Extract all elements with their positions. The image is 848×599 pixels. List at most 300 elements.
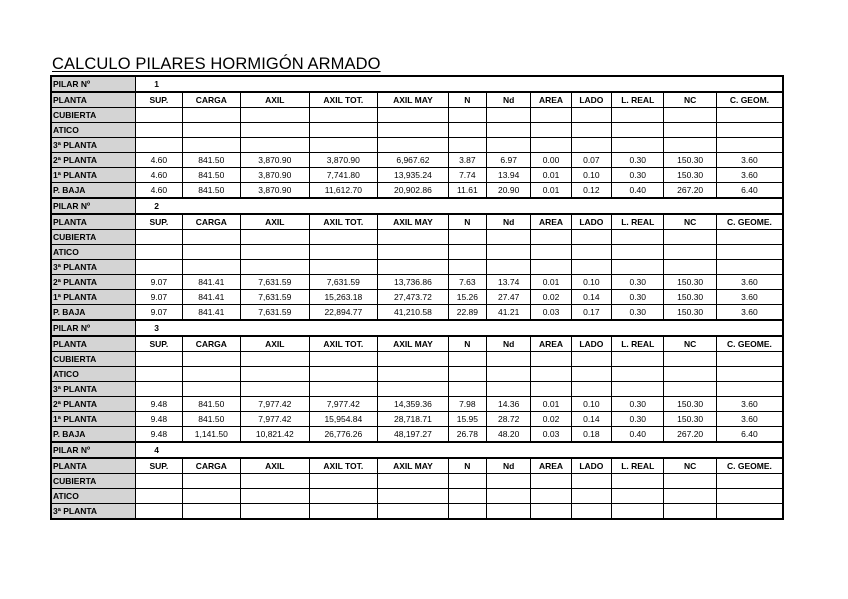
table-cell[interactable]: 0.30 <box>612 275 664 290</box>
table-cell[interactable] <box>664 260 716 275</box>
pilar-number: 1 <box>136 76 182 92</box>
table-cell[interactable] <box>531 260 571 275</box>
table-cell[interactable]: 13.74 <box>487 275 531 290</box>
table-cell[interactable]: 15.26 <box>448 290 486 305</box>
table-cell[interactable]: 3,870.90 <box>241 153 310 168</box>
table-cell[interactable] <box>309 474 378 489</box>
table-cell[interactable] <box>378 138 449 153</box>
table-cell[interactable]: 7.63 <box>448 275 486 290</box>
table-cell[interactable] <box>571 382 611 397</box>
pilar-label: PILAR Nº <box>51 442 136 458</box>
table-cell[interactable] <box>378 230 449 245</box>
table-cell[interactable] <box>571 123 611 138</box>
table-cell[interactable]: 22,894.77 <box>309 305 378 321</box>
table-cell[interactable] <box>664 504 716 520</box>
table-cell[interactable]: 0.14 <box>571 412 611 427</box>
table-cell[interactable]: 0.02 <box>531 290 571 305</box>
table-cell[interactable]: 15,263.18 <box>309 290 378 305</box>
table-cell[interactable] <box>378 489 449 504</box>
column-header: L. REAL <box>612 214 664 230</box>
table-cell[interactable]: 9.07 <box>136 290 182 305</box>
table-cell[interactable]: 0.40 <box>612 183 664 199</box>
table-cell[interactable]: 3,870.90 <box>309 153 378 168</box>
table-cell[interactable]: 7,631.59 <box>309 275 378 290</box>
table-cell[interactable] <box>241 260 310 275</box>
empty-cell <box>448 320 486 336</box>
table-cell[interactable]: 0.01 <box>531 183 571 199</box>
row-label: 1ª PLANTA <box>51 290 136 305</box>
table-cell[interactable]: 9.48 <box>136 412 182 427</box>
table-cell[interactable] <box>664 352 716 367</box>
table-cell[interactable] <box>571 245 611 260</box>
table-cell[interactable]: 0.03 <box>531 427 571 443</box>
table-cell[interactable] <box>487 489 531 504</box>
table-cell[interactable] <box>487 230 531 245</box>
table-cell[interactable] <box>716 230 783 245</box>
table-cell[interactable] <box>241 123 310 138</box>
table-cell[interactable]: 41.21 <box>487 305 531 321</box>
pilar-row <box>51 76 783 92</box>
table-cell[interactable]: 9.07 <box>136 275 182 290</box>
table-cell[interactable] <box>448 504 486 520</box>
table-cell[interactable] <box>571 138 611 153</box>
empty-cell <box>241 442 310 458</box>
table-cell[interactable] <box>716 489 783 504</box>
table-cell[interactable] <box>378 123 449 138</box>
table-cell[interactable]: 28,718.71 <box>378 412 449 427</box>
row-label: 2ª PLANTA <box>51 275 136 290</box>
table-cell[interactable]: 0.30 <box>612 397 664 412</box>
table-cell[interactable]: 7,977.42 <box>241 397 310 412</box>
table-cell[interactable] <box>378 474 449 489</box>
table-cell[interactable] <box>531 108 571 123</box>
table-cell[interactable] <box>136 352 182 367</box>
table-cell[interactable]: 150.30 <box>664 412 716 427</box>
table-cell[interactable]: 22.89 <box>448 305 486 321</box>
table-cell[interactable] <box>531 230 571 245</box>
table-cell[interactable] <box>487 382 531 397</box>
table-cell[interactable]: 9.48 <box>136 397 182 412</box>
table-cell[interactable] <box>309 489 378 504</box>
table-cell[interactable] <box>571 504 611 520</box>
table-cell[interactable]: 7,631.59 <box>241 275 310 290</box>
table-cell[interactable] <box>531 138 571 153</box>
table-row <box>51 123 783 138</box>
table-cell[interactable] <box>531 367 571 382</box>
table-cell[interactable] <box>664 138 716 153</box>
table-cell[interactable]: 41,210.58 <box>378 305 449 321</box>
table-cell[interactable]: 13,736.86 <box>378 275 449 290</box>
table-cell[interactable]: 0.12 <box>571 183 611 199</box>
table-cell[interactable]: 6.97 <box>487 153 531 168</box>
table-cell[interactable] <box>664 367 716 382</box>
empty-cell <box>487 320 531 336</box>
table-cell[interactable] <box>612 474 664 489</box>
table-cell[interactable] <box>309 382 378 397</box>
table-cell[interactable]: 841.41 <box>182 290 240 305</box>
table-cell[interactable] <box>487 474 531 489</box>
empty-cell <box>378 442 449 458</box>
table-cell[interactable] <box>531 474 571 489</box>
table-cell[interactable] <box>182 260 240 275</box>
table-cell[interactable]: 7.98 <box>448 397 486 412</box>
table-cell[interactable] <box>716 108 783 123</box>
table-cell[interactable]: 841.50 <box>182 153 240 168</box>
table-cell[interactable] <box>136 260 182 275</box>
table-cell[interactable]: 0.10 <box>571 397 611 412</box>
table-cell[interactable] <box>487 504 531 520</box>
table-cell[interactable] <box>182 230 240 245</box>
table-cell[interactable]: 14.36 <box>487 397 531 412</box>
table-cell[interactable] <box>487 138 531 153</box>
table-cell[interactable] <box>448 138 486 153</box>
table-cell[interactable] <box>241 352 310 367</box>
table-cell[interactable]: 20,902.86 <box>378 183 449 199</box>
table-cell[interactable]: 0.30 <box>612 412 664 427</box>
table-cell[interactable]: 841.41 <box>182 275 240 290</box>
table-cell[interactable] <box>182 245 240 260</box>
table-cell[interactable]: 3.60 <box>716 412 783 427</box>
table-cell[interactable]: 14,359.36 <box>378 397 449 412</box>
table-cell[interactable] <box>487 352 531 367</box>
table-cell[interactable]: 3.87 <box>448 153 486 168</box>
table-cell[interactable]: 7,631.59 <box>241 290 310 305</box>
column-header: AXIL TOT. <box>309 336 378 352</box>
column-header: N <box>448 336 486 352</box>
table-cell[interactable] <box>487 367 531 382</box>
table-cell[interactable] <box>241 367 310 382</box>
table-cell[interactable]: 841.50 <box>182 168 240 183</box>
table-cell[interactable] <box>241 382 310 397</box>
table-cell[interactable] <box>182 489 240 504</box>
table-cell[interactable]: 150.30 <box>664 305 716 321</box>
table-cell[interactable] <box>241 489 310 504</box>
table-cell[interactable] <box>664 245 716 260</box>
column-header: AXIL MAY <box>378 214 449 230</box>
table-cell[interactable]: 0.10 <box>571 168 611 183</box>
table-cell[interactable] <box>309 245 378 260</box>
table-cell[interactable] <box>612 352 664 367</box>
table-cell[interactable]: 841.50 <box>182 412 240 427</box>
column-header: AREA <box>531 458 571 474</box>
table-cell[interactable] <box>309 367 378 382</box>
table-cell[interactable] <box>487 245 531 260</box>
column-header: CARGA <box>182 336 240 352</box>
table-cell[interactable] <box>448 382 486 397</box>
table-cell[interactable] <box>487 108 531 123</box>
table-cell[interactable]: 15,954.84 <box>309 412 378 427</box>
table-cell[interactable] <box>309 123 378 138</box>
table-cell[interactable] <box>716 382 783 397</box>
table-cell[interactable] <box>378 382 449 397</box>
table-cell[interactable]: 7,977.42 <box>309 397 378 412</box>
table-cell[interactable]: 0.07 <box>571 153 611 168</box>
table-cell[interactable]: 0.03 <box>531 305 571 321</box>
table-cell[interactable]: 841.41 <box>182 305 240 321</box>
table-cell[interactable]: 15.95 <box>448 412 486 427</box>
table-cell[interactable]: 26,776.26 <box>309 427 378 443</box>
table-cell[interactable] <box>448 245 486 260</box>
table-cell[interactable] <box>612 108 664 123</box>
table-cell[interactable] <box>716 504 783 520</box>
table-cell[interactable] <box>571 260 611 275</box>
empty-cell <box>448 76 486 92</box>
table-cell[interactable] <box>182 352 240 367</box>
table-cell[interactable]: 4.60 <box>136 183 182 199</box>
table-cell[interactable]: 7,977.42 <box>241 412 310 427</box>
column-header: CARGA <box>182 92 240 108</box>
table-cell[interactable]: 0.02 <box>531 412 571 427</box>
table-cell[interactable] <box>448 367 486 382</box>
column-header: CARGA <box>182 214 240 230</box>
table-cell[interactable]: 7.74 <box>448 168 486 183</box>
table-cell[interactable] <box>664 382 716 397</box>
table-cell[interactable] <box>531 489 571 504</box>
table-cell[interactable]: 0.14 <box>571 290 611 305</box>
table-cell[interactable] <box>531 504 571 520</box>
table-cell[interactable]: 4.60 <box>136 168 182 183</box>
table-cell[interactable]: 150.30 <box>664 153 716 168</box>
table-cell[interactable]: 0.18 <box>571 427 611 443</box>
table-cell[interactable]: 27.47 <box>487 290 531 305</box>
table-cell[interactable] <box>664 230 716 245</box>
table-row <box>51 382 783 397</box>
table-cell[interactable]: 9.48 <box>136 427 182 443</box>
table-cell[interactable] <box>612 138 664 153</box>
table-cell[interactable] <box>571 230 611 245</box>
table-cell[interactable] <box>241 504 310 520</box>
table-cell[interactable] <box>531 382 571 397</box>
table-cell[interactable]: 6,967.62 <box>378 153 449 168</box>
table-cell[interactable] <box>448 123 486 138</box>
table-cell[interactable]: 0.30 <box>612 168 664 183</box>
empty-cell <box>241 76 310 92</box>
table-cell[interactable] <box>136 367 182 382</box>
column-header: LADO <box>571 92 611 108</box>
table-cell[interactable]: 0.30 <box>612 305 664 321</box>
table-cell[interactable] <box>664 108 716 123</box>
table-cell[interactable] <box>182 108 240 123</box>
pilar-label: PILAR Nº <box>51 198 136 214</box>
table-cell[interactable] <box>136 108 182 123</box>
column-header: L. REAL <box>612 336 664 352</box>
table-cell[interactable] <box>241 230 310 245</box>
column-header: SUP. <box>136 214 182 230</box>
empty-cell <box>531 442 571 458</box>
table-cell[interactable] <box>182 474 240 489</box>
table-cell[interactable] <box>448 260 486 275</box>
table-cell[interactable] <box>136 123 182 138</box>
table-cell[interactable]: 48,197.27 <box>378 427 449 443</box>
table-cell[interactable] <box>136 504 182 520</box>
table-cell[interactable]: 0.01 <box>531 397 571 412</box>
table-cell[interactable]: 0.10 <box>571 275 611 290</box>
table-cell[interactable]: 3,870.90 <box>241 168 310 183</box>
table-cell[interactable] <box>664 474 716 489</box>
table-cell[interactable]: 3.60 <box>716 153 783 168</box>
table-cell[interactable]: 150.30 <box>664 275 716 290</box>
table-cell[interactable] <box>571 108 611 123</box>
table-cell[interactable] <box>716 474 783 489</box>
table-cell[interactable]: 150.30 <box>664 397 716 412</box>
pilar-row <box>51 198 783 214</box>
table-cell[interactable]: 28.72 <box>487 412 531 427</box>
table-cell[interactable] <box>309 260 378 275</box>
table-cell[interactable] <box>182 367 240 382</box>
table-cell[interactable] <box>182 123 240 138</box>
table-cell[interactable] <box>716 352 783 367</box>
table-cell[interactable]: 6.40 <box>716 183 783 199</box>
table-cell[interactable] <box>241 108 310 123</box>
table-cell[interactable]: 3.60 <box>716 397 783 412</box>
empty-cell <box>309 320 378 336</box>
table-cell[interactable]: 0.01 <box>531 168 571 183</box>
table-cell[interactable] <box>136 245 182 260</box>
table-cell[interactable] <box>612 123 664 138</box>
table-cell[interactable] <box>448 474 486 489</box>
table-cell[interactable]: 13.94 <box>487 168 531 183</box>
table-cell[interactable]: 4.60 <box>136 153 182 168</box>
table-cell[interactable] <box>448 489 486 504</box>
table-cell[interactable]: 9.07 <box>136 305 182 321</box>
table-cell[interactable] <box>136 489 182 504</box>
column-header: SUP. <box>136 458 182 474</box>
column-header: NC <box>664 458 716 474</box>
table-cell[interactable] <box>571 489 611 504</box>
table-cell[interactable] <box>571 352 611 367</box>
table-cell[interactable] <box>531 245 571 260</box>
table-cell[interactable] <box>241 474 310 489</box>
table-cell[interactable]: 3.60 <box>716 305 783 321</box>
table-cell[interactable]: 1,141.50 <box>182 427 240 443</box>
table-cell[interactable] <box>182 138 240 153</box>
table-cell[interactable] <box>612 504 664 520</box>
table-cell[interactable]: 267.20 <box>664 183 716 199</box>
table-cell[interactable] <box>378 260 449 275</box>
table-cell[interactable]: 0.40 <box>612 427 664 443</box>
table-cell[interactable]: 0.00 <box>531 153 571 168</box>
table-cell[interactable] <box>612 489 664 504</box>
table-cell[interactable] <box>378 504 449 520</box>
table-cell[interactable] <box>182 382 240 397</box>
table-cell[interactable]: 48.20 <box>487 427 531 443</box>
table-cell[interactable]: 0.01 <box>531 275 571 290</box>
table-cell[interactable] <box>716 138 783 153</box>
table-cell[interactable] <box>716 245 783 260</box>
table-cell[interactable] <box>136 138 182 153</box>
empty-cell <box>309 76 378 92</box>
empty-cell <box>448 442 486 458</box>
empty-cell <box>378 320 449 336</box>
table-cell[interactable]: 13,935.24 <box>378 168 449 183</box>
empty-cell <box>378 198 449 214</box>
table-cell[interactable] <box>716 260 783 275</box>
table-cell[interactable]: 150.30 <box>664 290 716 305</box>
table-cell[interactable] <box>716 367 783 382</box>
table-cell[interactable] <box>664 489 716 504</box>
table-cell[interactable] <box>309 108 378 123</box>
table-cell[interactable]: 0.17 <box>571 305 611 321</box>
table-cell[interactable] <box>612 382 664 397</box>
table-cell[interactable] <box>378 352 449 367</box>
table-cell[interactable] <box>664 123 716 138</box>
table-cell[interactable] <box>241 245 310 260</box>
pilar-row <box>51 442 783 458</box>
table-cell[interactable]: 27,473.72 <box>378 290 449 305</box>
table-cell[interactable]: 11.61 <box>448 183 486 199</box>
table-cell[interactable] <box>612 260 664 275</box>
table-cell[interactable]: 841.50 <box>182 183 240 199</box>
row-label: 3ª PLANTA <box>51 504 136 520</box>
column-header: L. REAL <box>612 458 664 474</box>
table-cell[interactable] <box>182 504 240 520</box>
table-cell[interactable] <box>531 352 571 367</box>
table-cell[interactable] <box>571 367 611 382</box>
table-cell[interactable] <box>378 245 449 260</box>
table-cell[interactable] <box>378 367 449 382</box>
table-cell[interactable]: 7,741.80 <box>309 168 378 183</box>
table-cell[interactable]: 267.20 <box>664 427 716 443</box>
row-label: ATICO <box>51 489 136 504</box>
table-cell[interactable] <box>309 352 378 367</box>
table-cell[interactable]: 3.60 <box>716 290 783 305</box>
pilar-row <box>51 320 783 336</box>
table-cell[interactable] <box>531 123 571 138</box>
table-cell[interactable]: 6.40 <box>716 427 783 443</box>
column-header: PLANTA <box>51 336 136 352</box>
table-cell[interactable] <box>571 474 611 489</box>
table-row <box>51 290 783 305</box>
table-cell[interactable]: 26.78 <box>448 427 486 443</box>
table-cell[interactable]: 10,821.42 <box>241 427 310 443</box>
column-header: LADO <box>571 336 611 352</box>
table-cell[interactable] <box>309 138 378 153</box>
table-cell[interactable]: 11,612.70 <box>309 183 378 199</box>
table-cell[interactable] <box>309 230 378 245</box>
table-cell[interactable]: 841.50 <box>182 397 240 412</box>
row-label: 1ª PLANTA <box>51 168 136 183</box>
table-cell[interactable] <box>448 352 486 367</box>
table-cell[interactable]: 0.30 <box>612 153 664 168</box>
table-cell[interactable]: 7,631.59 <box>241 305 310 321</box>
table-cell[interactable] <box>487 260 531 275</box>
empty-cell <box>716 76 783 92</box>
column-header: LADO <box>571 458 611 474</box>
table-cell[interactable] <box>136 230 182 245</box>
table-cell[interactable] <box>136 474 182 489</box>
sheet-title: CALCULO PILARES HORMIGÓN ARMADO <box>52 55 381 73</box>
table-cell[interactable] <box>612 367 664 382</box>
empty-cell <box>309 442 378 458</box>
table-cell[interactable]: 3.60 <box>716 275 783 290</box>
table-cell[interactable] <box>612 245 664 260</box>
row-label: CUBIERTA <box>51 352 136 367</box>
table-cell[interactable]: 3.60 <box>716 168 783 183</box>
table-cell[interactable] <box>309 504 378 520</box>
table-cell[interactable]: 20.90 <box>487 183 531 199</box>
table-cell[interactable] <box>448 230 486 245</box>
table-cell[interactable]: 0.30 <box>612 290 664 305</box>
table-cell[interactable] <box>136 382 182 397</box>
table-cell[interactable] <box>612 230 664 245</box>
table-cell[interactable]: 150.30 <box>664 168 716 183</box>
table-cell[interactable] <box>241 138 310 153</box>
table-cell[interactable] <box>378 108 449 123</box>
table-cell[interactable] <box>716 123 783 138</box>
table-cell[interactable]: 3,870.90 <box>241 183 310 199</box>
table-cell[interactable] <box>448 108 486 123</box>
table-cell[interactable] <box>487 123 531 138</box>
